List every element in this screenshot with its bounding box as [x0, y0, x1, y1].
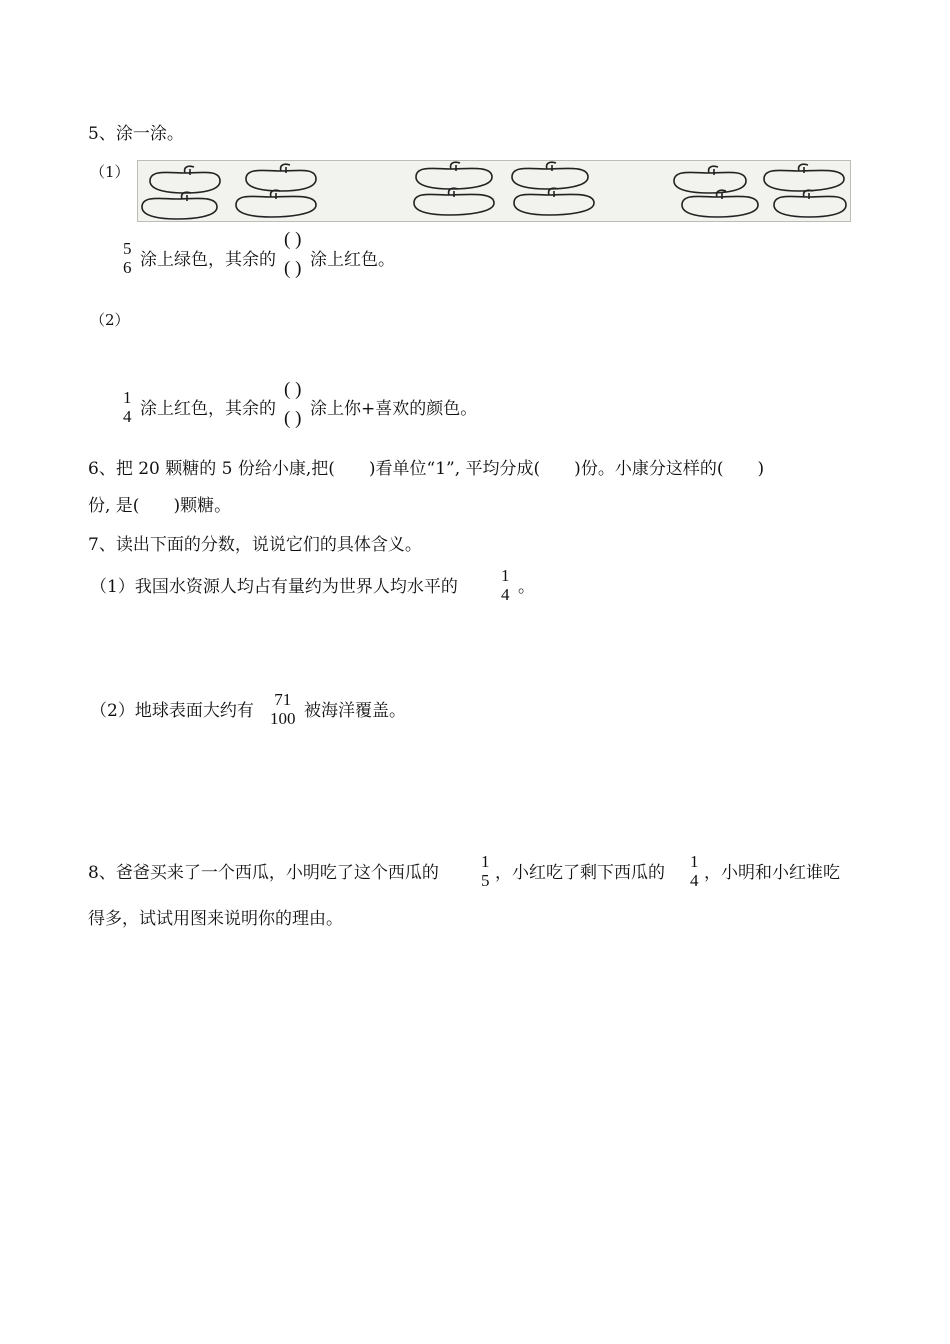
denominator: 5	[481, 871, 490, 890]
fraction-1-4	[501, 566, 510, 604]
q6-line2: 份, 是( )颗糖。	[88, 496, 232, 516]
q5-title: 5、涂一涂。	[88, 124, 184, 144]
apple-icon	[142, 192, 217, 219]
apple-icon	[246, 164, 316, 191]
apple-icon	[512, 162, 588, 189]
q8-text-b: ，小红吃了剩下西瓜的	[495, 863, 665, 883]
apple-drawing	[138, 161, 852, 223]
denominator: 4	[690, 871, 699, 890]
q5-part2-text-a: 涂上红色，其余的	[140, 399, 276, 419]
blank-numerator[interactable]: ( )	[284, 379, 302, 400]
q5-part2-text-b: 涂上你+喜欢的颜色。	[310, 399, 478, 419]
q5-part1-label: （1）	[90, 163, 130, 181]
numerator: 1	[123, 388, 132, 407]
q5-part1-text-b: 涂上红色。	[310, 250, 395, 270]
apple-icon	[674, 166, 746, 193]
apple-icon	[416, 162, 492, 189]
q8-line2: 得多，试试用图来说明你的理由。	[88, 909, 343, 929]
apple-icon	[514, 188, 594, 215]
q8-text-c: ，小明和小红谁吃	[704, 863, 840, 883]
denominator: 4	[123, 407, 132, 426]
q7-part2-end: 被海洋覆盖。	[304, 701, 406, 721]
fraction-1-5	[481, 852, 490, 890]
blank-numerator[interactable]: ( )	[284, 229, 302, 250]
q5-part2-label: （2）	[90, 311, 130, 329]
q7-part1-text: （1）我国水资源人均占有量约为世界人均水平的	[90, 577, 458, 597]
numerator: 1	[501, 566, 510, 585]
q7-part2-text: （2）地球表面大约有	[90, 701, 254, 721]
denominator: 100	[270, 709, 296, 728]
fraction-5-6	[123, 239, 132, 277]
denominator: 6	[123, 258, 132, 277]
blank-denominator[interactable]: ( )	[284, 258, 302, 279]
numerator: 1	[481, 852, 490, 871]
q6-line1: 6、把 20 颗糖的 5 份给小康,把( )看单位“1”, 平均分成( )份。小康分这样的( )	[88, 459, 765, 479]
apple-icon	[414, 188, 494, 215]
fraction-71-100	[270, 690, 296, 728]
apple-icon	[764, 164, 844, 191]
apple-picture	[137, 160, 851, 222]
q5-part1-text-a: 涂上绿色，其余的	[140, 250, 276, 270]
numerator: 5	[123, 239, 132, 258]
q7-part1-end: 。	[518, 577, 535, 597]
fraction-1-4	[123, 388, 132, 426]
blank-denominator[interactable]: ( )	[284, 408, 302, 429]
numerator: 1	[690, 852, 699, 871]
fraction-1-4	[690, 852, 699, 890]
apple-icon	[150, 166, 220, 193]
q7-title: 7、读出下面的分数，说说它们的具体含义。	[88, 535, 422, 555]
apple-icon	[682, 190, 758, 217]
apple-icon	[774, 190, 846, 217]
denominator: 4	[501, 585, 510, 604]
q8-text-a: 8、爸爸买来了一个西瓜，小明吃了这个西瓜的	[88, 863, 439, 883]
apple-icon	[236, 190, 316, 217]
numerator: 71	[274, 690, 292, 709]
